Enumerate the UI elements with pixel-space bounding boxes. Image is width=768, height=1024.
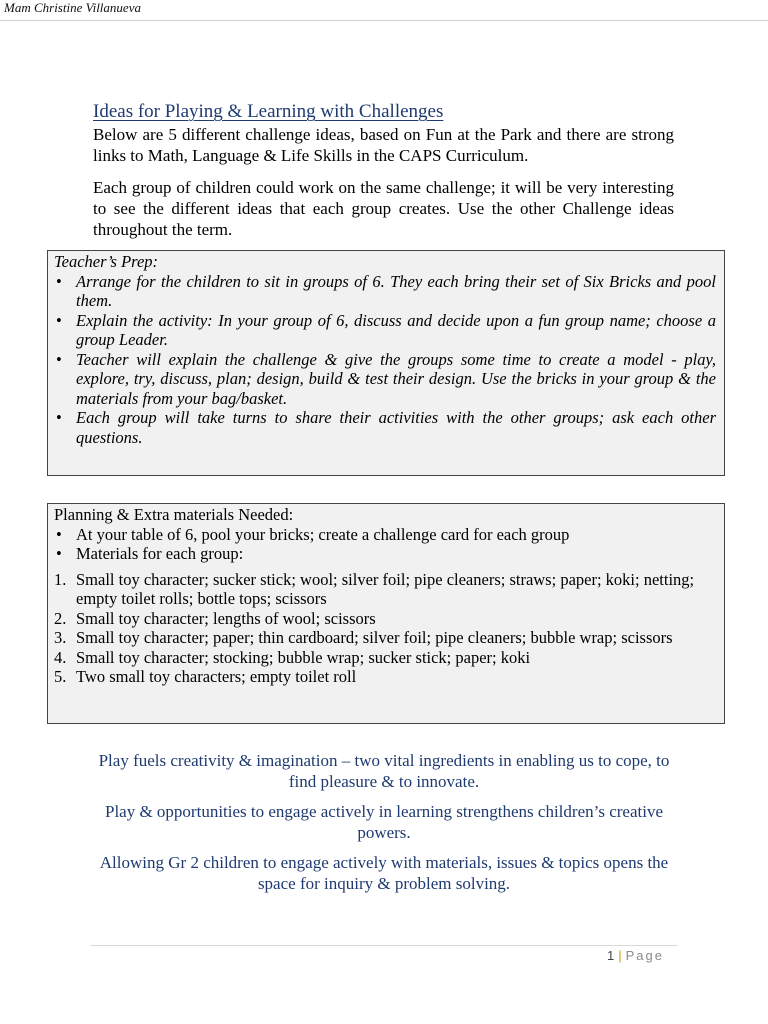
item-number: 1. <box>54 569 67 589</box>
list-item <box>54 609 716 629</box>
page-heading: Ideas for Playing & Learning with Challenges <box>93 101 444 122</box>
item-number: 5. <box>54 667 67 686</box>
teacher-prep-box <box>47 250 725 476</box>
teacher-prep-title: Teacher’s Prep: <box>54 252 159 271</box>
list-item <box>54 570 716 609</box>
item-number: 3. <box>54 628 67 647</box>
list-item: • Each group will take turns to share their activities with the other groups; ask each other questions. <box>54 408 716 447</box>
page-footer <box>607 948 664 963</box>
list-item: • Arrange for the children to sit in groups of 6. They each bring their set of Six Bricks and pool them. <box>54 272 716 311</box>
teacher-prep-list <box>54 272 716 448</box>
page-number: 1 <box>607 948 615 963</box>
item-text: Two small toy characters; empty toilet roll <box>76 667 357 686</box>
list-item: • Teacher will explain the challenge & give the groups some time to create a model - play, explore, try, discuss, plan; design, build & test their design. Use the bricks in your group & the materials from your bag/basket. <box>54 350 716 409</box>
group-paragraph: Each group of children could work on the same challenge; it will be very interesting to see the different ideas that each group creates. Use the other Challenge ideas throughout the term. <box>93 178 674 239</box>
item-text: Small toy character; stocking; bubble wrap; sucker stick; paper; koki <box>76 647 531 667</box>
materials-title: Planning & Extra materials Needed: <box>54 505 294 524</box>
header-author: Mam Christine Villanueva <box>4 0 141 15</box>
quote-inquiry: Allowing Gr 2 children to engage actively with materials, issues & topics opens the space for inquiry & problem solving. <box>99 853 669 893</box>
intro-paragraph: Below are 5 different challenge ideas, based on Fun at the Park and there are strong links to Math, Language & Life Skills in the CAPS Curriculum. <box>93 125 674 165</box>
footer-separator: | <box>618 948 622 963</box>
closing-quotes <box>90 750 678 903</box>
list-item <box>54 648 716 668</box>
item-text: Small toy character; lengths of wool; scissors <box>76 608 376 628</box>
list-item <box>54 667 716 687</box>
quote-engagement: Play & opportunities to engage actively in learning strengthens children’s creative powers. <box>104 802 663 842</box>
item-text: Small toy character; sucker stick; wool; silver foil; pipe cleaners; straws; paper; koki; netting; empty toilet rolls; bottle tops; scissors <box>76 569 695 608</box>
list-item: • At your table of 6, pool your bricks; create a challenge card for each group <box>54 525 716 545</box>
materials-numbered-list <box>54 570 716 687</box>
materials-box <box>47 503 725 724</box>
item-number: 4. <box>54 647 67 667</box>
item-number: 2. <box>54 608 67 628</box>
list-item <box>54 628 716 648</box>
list-item: • Explain the activity: In your group of 6, discuss and decide upon a fun group name; choose a group Leader. <box>54 311 716 350</box>
materials-bullet-list <box>54 525 716 564</box>
list-item: • Materials for each group: <box>54 544 716 564</box>
page-label: Page <box>625 948 664 963</box>
header-rule <box>0 20 768 21</box>
footer-rule <box>90 945 678 946</box>
item-text: Small toy character; paper; thin cardboard; silver foil; pipe cleaners; bubble wrap; scissors <box>76 628 673 647</box>
quote-creativity: Play fuels creativity & imagination – two vital ingredients in enabling us to cope, to find pleasure & to innovate. <box>98 751 670 791</box>
